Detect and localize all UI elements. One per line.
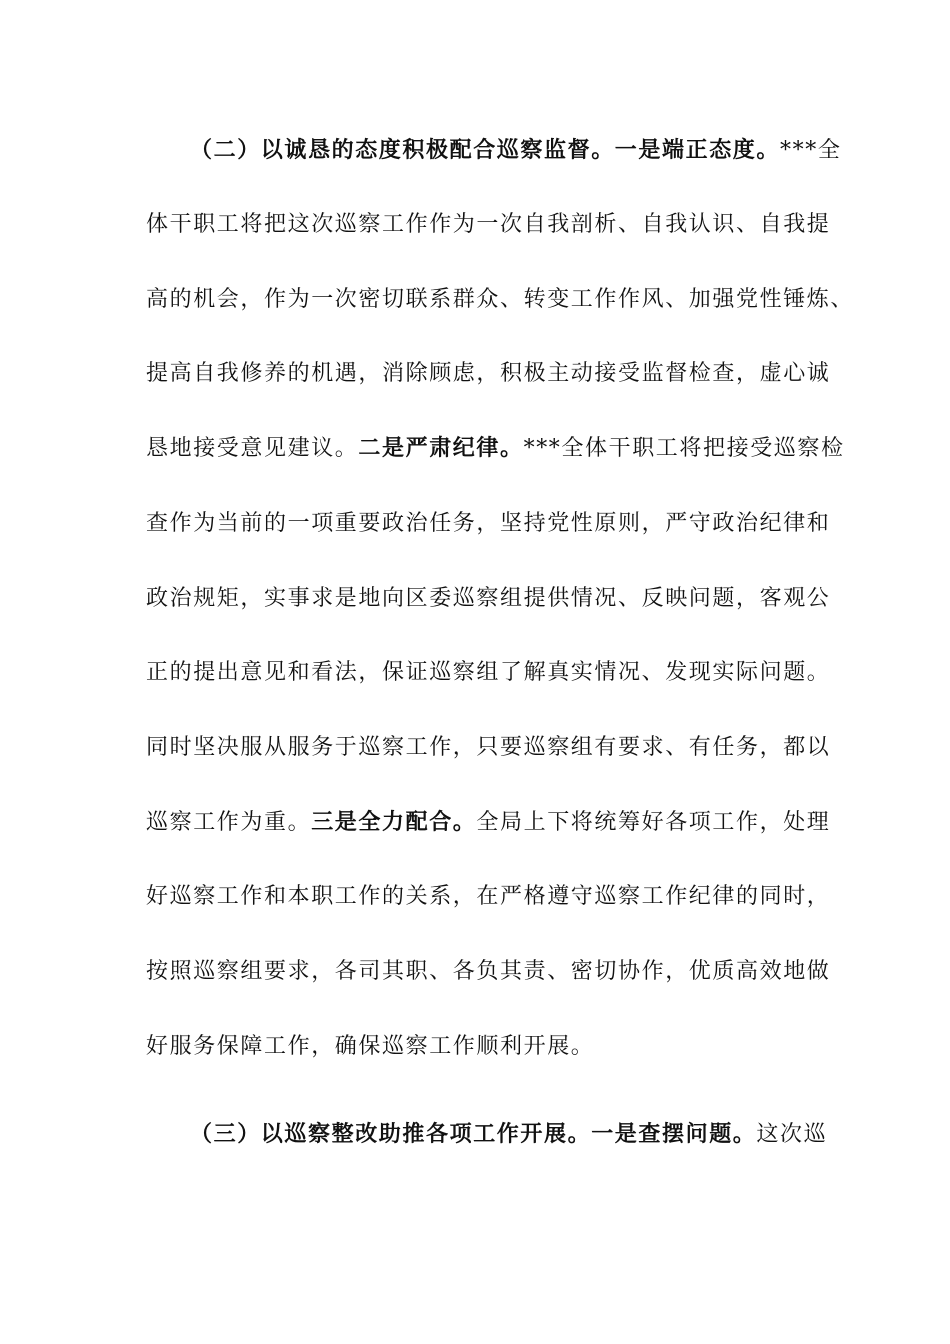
paragraph-2-line-12	[146, 957, 831, 987]
paragraph-2-line-7	[146, 584, 831, 614]
paragraph-2-line-9	[146, 733, 831, 763]
paragraph-3-line-1	[190, 1120, 860, 1150]
text-segment: 恳地接受意见建议。	[146, 436, 359, 461]
text-segment: 政治规矩，实事求是地向区委巡察组提供情况、反映问题，客观公	[146, 586, 831, 611]
text-segment: 体干职工将把这次巡察工作作为一次自我剖析、自我认识、自我提	[146, 212, 831, 237]
paragraph-2-line-10	[146, 808, 831, 838]
text-segment: 巡察工作为重。	[146, 810, 312, 835]
text-segment: 全局上下将统筹好各项工作，处理	[476, 810, 831, 835]
text-segment: 正的提出意见和看法，保证巡察组了解真实情况、发现实际问题。	[146, 660, 831, 685]
bold-subheading: 三是全力配合。	[311, 810, 477, 835]
text-segment: ***全体干职工将把接受巡察检	[523, 436, 845, 461]
text-segment: 高的机会，作为一次密切联系群众、转变工作作风、加强党性锤炼、	[146, 287, 855, 312]
text-segment: 这次巡	[756, 1122, 828, 1147]
text-segment: 按照巡察组要求，各司其职、各负其责、密切协作，优质高效地做	[146, 959, 831, 984]
paragraph-2-line-6	[146, 509, 831, 539]
paragraph-2-line-3	[146, 285, 855, 315]
paragraph-2-line-5	[146, 434, 845, 464]
heading-2-text: （二）以诚恳的态度积极配合巡察监督。一是端正态度。	[190, 138, 781, 163]
text-segment: 好服务保障工作，确保巡察工作顺利开展。	[146, 1034, 595, 1059]
paragraph-2-line-11	[146, 882, 831, 912]
text-segment: 好巡察工作和本职工作的关系，在严格遵守巡察工作纪律的同时，	[146, 884, 831, 909]
paragraph-2-line-2	[146, 210, 831, 240]
paragraph-2-line-8	[146, 658, 831, 688]
paragraph-2-line-13	[146, 1032, 816, 1062]
text-segment: ***全	[780, 138, 842, 163]
heading-3-text: （三）以巡察整改助推各项工作开展。一是查摆问题。	[190, 1122, 757, 1147]
bold-subheading: 二是严肃纪律。	[358, 436, 524, 461]
paragraph-2-line-1	[190, 136, 860, 166]
text-segment: 同时坚决服从服务于巡察工作，只要巡察组有要求、有任务，都以	[146, 735, 831, 760]
text-segment: 提高自我修养的机遇，消除顾虑，积极主动接受监督检查，虚心诚	[146, 361, 831, 386]
text-segment: 查作为当前的一项重要政治任务，坚持党性原则，严守政治纪律和	[146, 511, 831, 536]
paragraph-2-line-4	[146, 359, 831, 389]
